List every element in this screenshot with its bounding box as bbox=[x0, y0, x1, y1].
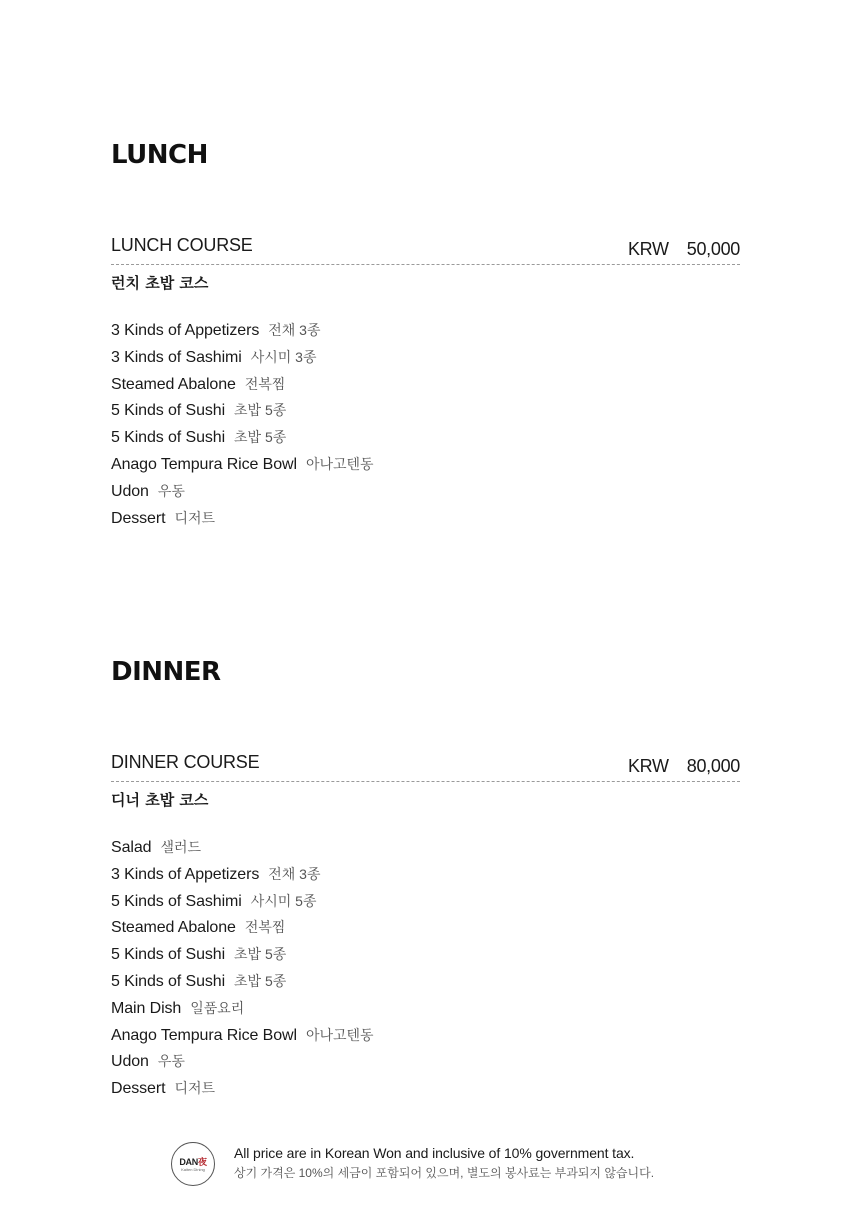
dinner-course-header bbox=[111, 751, 740, 782]
footer-note bbox=[171, 1141, 731, 1189]
list-item bbox=[111, 834, 374, 861]
price-note-english: All price are in Korean Won and inclusive of 10% government tax. bbox=[234, 1145, 635, 1161]
list-item bbox=[111, 914, 374, 941]
list-item bbox=[111, 995, 374, 1022]
list-item bbox=[111, 861, 374, 888]
menu-item-korean: 전복찜 bbox=[244, 375, 286, 392]
menu-item-korean: 사시미 5종 bbox=[250, 892, 317, 909]
menu-item-name: 5 Kinds of Sashimi bbox=[111, 892, 242, 910]
lunch-course-header bbox=[111, 234, 740, 265]
menu-item-name: Main Dish bbox=[111, 999, 182, 1017]
dinner-menu-list bbox=[111, 834, 374, 1102]
list-item bbox=[111, 941, 374, 968]
menu-item-name: Dessert bbox=[111, 1080, 166, 1098]
menu-item-name: 3 Kinds of Appetizers bbox=[111, 322, 260, 339]
list-item bbox=[111, 317, 374, 344]
dinner-section bbox=[111, 657, 740, 1098]
list-item bbox=[111, 478, 374, 505]
menu-item-name: Udon bbox=[111, 482, 149, 500]
lunch-section bbox=[111, 140, 740, 527]
menu-item-korean: 아나고텐동 bbox=[305, 1026, 374, 1043]
list-item bbox=[111, 344, 374, 371]
lunch-title: LUNCH bbox=[111, 140, 208, 170]
dinner-currency: KRW bbox=[627, 756, 669, 776]
lunch-menu-list bbox=[111, 317, 374, 531]
menu-item-korean: 초밥 5종 bbox=[234, 429, 287, 446]
menu-item-korean: 우동 bbox=[157, 1053, 185, 1070]
menu-item-korean: 전채 3종 bbox=[268, 322, 321, 338]
list-item bbox=[111, 371, 374, 398]
menu-item-name: Steamed Abalone bbox=[111, 919, 236, 937]
restaurant-logo bbox=[171, 1142, 215, 1186]
list-item bbox=[111, 888, 374, 915]
menu-item-korean: 초밥 5종 bbox=[234, 402, 287, 419]
lunch-course-name: LUNCH COURSE bbox=[111, 235, 253, 255]
menu-item-korean: 전복찜 bbox=[244, 919, 286, 936]
lunch-course-korean-name: 런치 초밥 코스 bbox=[111, 274, 209, 292]
list-item bbox=[111, 1075, 374, 1102]
list-item bbox=[111, 1022, 374, 1049]
menu-item-korean: 초밥 5종 bbox=[234, 972, 287, 989]
menu-item-name: Dessert bbox=[111, 509, 166, 527]
list-item bbox=[111, 1048, 374, 1075]
menu-item-name: Udon bbox=[111, 1053, 149, 1071]
menu-item-korean: 디저트 bbox=[174, 1080, 216, 1097]
menu-item-korean: 아나고텐동 bbox=[305, 455, 374, 472]
menu-item-korean: 디저트 bbox=[174, 509, 216, 526]
list-item bbox=[111, 505, 374, 532]
list-item bbox=[111, 451, 374, 478]
dinner-title: DINNER bbox=[111, 657, 221, 687]
price-note-korean: 상기 가격은 10%의 세금이 포함되어 있으며, 별도의 봉사료는 부과되지 않습니다. bbox=[234, 1166, 655, 1180]
logo-subtext: Kaiten Dining bbox=[181, 1166, 205, 1172]
lunch-currency: KRW bbox=[627, 239, 669, 259]
menu-item-name: 5 Kinds of Sushi bbox=[111, 946, 226, 964]
menu-item-name: Salad bbox=[111, 839, 152, 856]
dinner-price-value: 80,000 bbox=[686, 756, 740, 776]
list-item bbox=[111, 424, 374, 451]
dinner-course-price bbox=[628, 755, 740, 777]
menu-item-name: 5 Kinds of Sushi bbox=[111, 429, 226, 447]
menu-item-name: Steamed Abalone bbox=[111, 375, 236, 393]
dinner-course-korean-name: 디너 초밥 코스 bbox=[111, 791, 209, 809]
menu-item-korean: 샐러드 bbox=[160, 839, 202, 855]
menu-item-name: Anago Tempura Rice Bowl bbox=[111, 1026, 297, 1044]
menu-item-name: 5 Kinds of Sushi bbox=[111, 972, 226, 990]
menu-item-name: 3 Kinds of Sashimi bbox=[111, 348, 242, 366]
dinner-course-name: DINNER COURSE bbox=[111, 752, 260, 772]
menu-item-korean: 전채 3종 bbox=[268, 865, 321, 882]
lunch-course-price bbox=[628, 238, 740, 260]
list-item bbox=[111, 397, 374, 424]
list-item bbox=[111, 968, 374, 995]
lunch-price-value: 50,000 bbox=[686, 239, 740, 259]
menu-item-korean: 초밥 5종 bbox=[234, 946, 287, 963]
menu-item-name: Anago Tempura Rice Bowl bbox=[111, 455, 297, 473]
logo-accent: 夜 bbox=[197, 1156, 207, 1167]
menu-item-korean: 일품요리 bbox=[190, 999, 245, 1016]
menu-item-name: 5 Kinds of Sushi bbox=[111, 402, 226, 420]
menu-item-korean: 사시미 3종 bbox=[250, 348, 317, 365]
logo-wordmark bbox=[179, 1157, 206, 1167]
menu-item-name: 3 Kinds of Appetizers bbox=[111, 865, 260, 883]
logo-text: DAN bbox=[179, 1156, 198, 1167]
menu-item-korean: 우동 bbox=[157, 482, 185, 499]
